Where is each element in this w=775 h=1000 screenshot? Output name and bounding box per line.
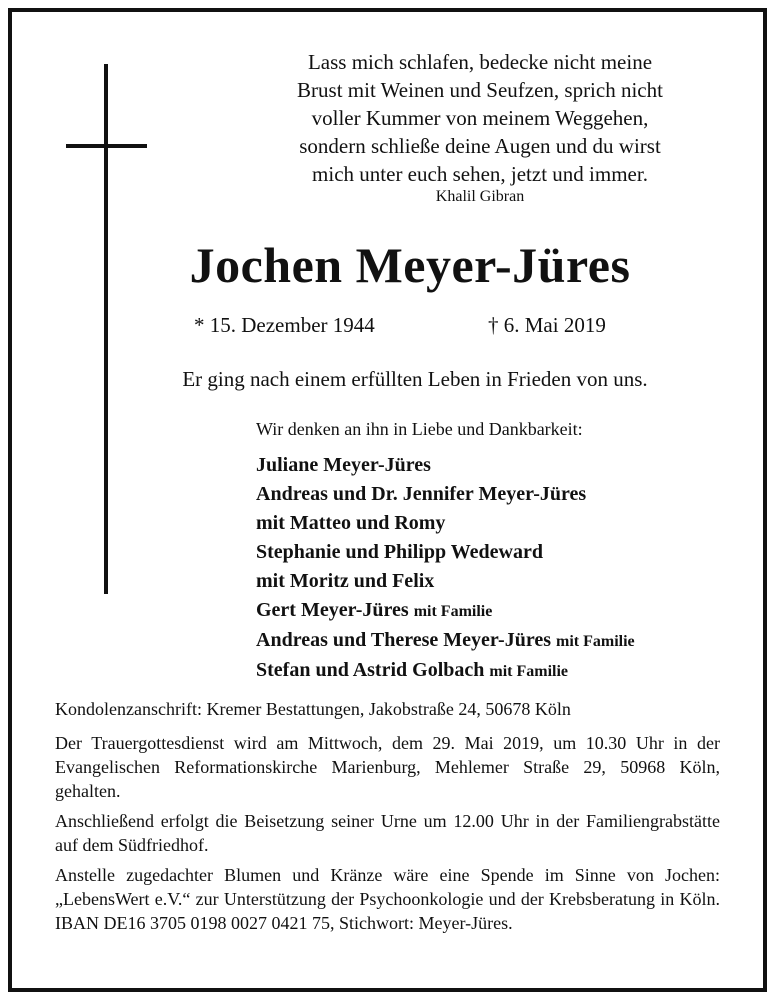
- poem-line: Lass mich schlafen, bedecke nicht meine: [307, 50, 653, 74]
- mourner-entry: [256, 596, 736, 626]
- mourner-suffix: mit Familie: [556, 633, 635, 650]
- deceased-name: Jochen Meyer-Jüres: [189, 237, 631, 293]
- poem-line: mich unter euch sehen, jetzt und immer.: [312, 162, 648, 186]
- mourner-suffix: mit Familie: [413, 603, 493, 620]
- mourner-name: Stefan und Astrid Golbach: [256, 659, 485, 681]
- mourner-entry: [256, 509, 736, 538]
- mourner-entry: [256, 626, 736, 656]
- mourner-name: Andreas und Therese Meyer-Jüres: [256, 629, 551, 651]
- mourner-entry: [256, 451, 736, 480]
- poem-line: Brust mit Weinen und Seufzen, sprich nicht: [297, 78, 663, 102]
- mourner-name: Stephanie und Philipp Wedeward: [256, 541, 543, 563]
- mourner-entry: [256, 567, 736, 596]
- burial-info: Anschließend erfolgt die Beisetzung seiner Urne um 12.00 Uhr in der Familiengrabstätte auf dem Südfriedhof.: [55, 811, 720, 855]
- funeral-details: [55, 697, 720, 941]
- poem-author: Khalil Gibran: [435, 188, 525, 205]
- mourners-list: [256, 451, 736, 686]
- condolence-address: Kondolenzanschrift: Kremer Bestattungen, Jakobstraße 24, 50678 Köln: [55, 699, 571, 719]
- mourner-name: Andreas und Dr. Jennifer Meyer-Jüres: [256, 483, 587, 505]
- service-info: Der Trauergottesdienst wird am Mittwoch, dem 29. Mai 2019, um 10.30 Uhr in der Evangelischen Reformationskirche Marienburg, Mehlemer Straße 29, 50968 Köln, gehalten.: [55, 733, 720, 801]
- birth-date: * 15. Dezember 1944: [194, 313, 375, 337]
- death-date: † 6. Mai 2019: [488, 313, 606, 337]
- mourner-suffix: mit Familie: [489, 663, 569, 680]
- mourner-name: Juliane Meyer-Jüres: [256, 454, 431, 476]
- mourner-entry: [256, 656, 736, 686]
- mourner-name: Gert Meyer-Jüres: [256, 599, 409, 621]
- mourner-name: mit Matteo und Romy: [256, 512, 446, 534]
- mourners-intro: Wir denken an ihn in Liebe und Dankbarkeit:: [256, 419, 583, 439]
- donation-info: Anstelle zugedachter Blumen und Kränze wäre eine Spende im Sinne von Jochen: „LebensWert e.V.“ zur Unterstützung der Psychoonkologie und der Krebsberatung in Köln. IBAN DE16 3705 0198 0027 0421 75, Stichwort: Meyer-Jüres.: [55, 865, 720, 933]
- peace-statement: Er ging nach einem erfüllten Leben in Frieden von uns.: [182, 367, 648, 391]
- mourner-name: mit Moritz und Felix: [256, 570, 435, 592]
- poem-line: sondern schließe deine Augen und du wirst: [299, 134, 661, 158]
- cross-icon-crossbar: [66, 144, 147, 148]
- poem-quote: [230, 48, 730, 208]
- mourner-entry: [256, 538, 736, 567]
- poem-line: voller Kummer von meinem Weggehen,: [311, 106, 649, 130]
- mourner-entry: [256, 480, 736, 509]
